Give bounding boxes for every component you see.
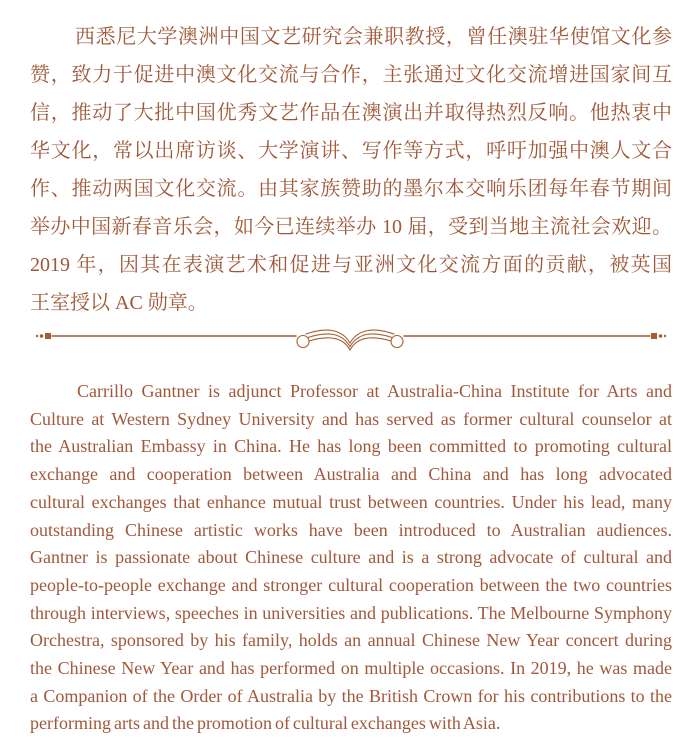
text-line: 华文化，常以出席访谈、大学演讲、写作等方式，呼吁加强中澳人文合 (30, 140, 672, 162)
text-line: exchange and cooperation between Australia and China and has long advocated (30, 464, 672, 485)
ornamental-divider (30, 322, 672, 352)
text-line: 西悉尼大学澳洲中国文艺研究会兼职教授，曾任澳驻华使馆文化参 (75, 26, 672, 48)
text-line: the Australian Embassy in China. He has long been committed to promoting cultural (30, 436, 672, 457)
text-line: a Companion of the Order of Australia by the British Crown for his contributions to the (30, 685, 672, 706)
text-line: the Chinese New Year and has performed on multiple occasions. In 2019, he was made (30, 658, 672, 679)
text-line: outstanding Chinese artistic works have been introduced to Australian audiences. (30, 519, 672, 540)
divider-flourish-icon (30, 322, 672, 352)
text-line: people-to-people exchange and stronger cultural cooperation between the two countries (30, 574, 672, 595)
text-line: Gantner is passionate about Chinese culture and is a strong advocate of cultural and (30, 547, 672, 568)
text-line: 王室授以 AC 勋章。 (30, 292, 208, 314)
text-line: cultural exchanges that enhance mutual trust between countries. Under his lead, many (30, 491, 672, 512)
text-line: Carrillo Gantner is adjunct Professor at Australia-China Institute for Arts and (77, 381, 672, 401)
text-line: Orchestra, sponsored by his family, holds an annual Chinese New Year concert during (30, 630, 672, 651)
text-line: through interviews, speeches in universities and publications. The Melbourne Symphony (30, 602, 672, 623)
chinese-bio-paragraph (30, 18, 672, 322)
text-line: performing arts and the promotion of cultural exchanges with Asia. (30, 713, 501, 734)
text-line: 信，推动了大批中国优秀文艺作品在澳演出并取得热烈反响。他热衷中 (30, 102, 672, 124)
text-line: 作、推动两国文化交流。由其家族赞助的墨尔本交响乐团每年春节期间 (30, 178, 672, 200)
text-line: Culture at Western Sydney University and has served as former cultural counselor at (30, 408, 672, 429)
text-line: 举办中国新春音乐会，如今已连续举办 10 届，受到当地主流社会欢迎。 (30, 216, 672, 238)
english-bio-paragraph (30, 378, 672, 738)
text-line: 赞，致力于促进中澳文化交流与合作，主张通过文化交流增进国家间互 (30, 64, 672, 86)
text-line: 2019 年，因其在表演艺术和促进与亚洲文化交流方面的贡献，被英国 (30, 254, 672, 276)
